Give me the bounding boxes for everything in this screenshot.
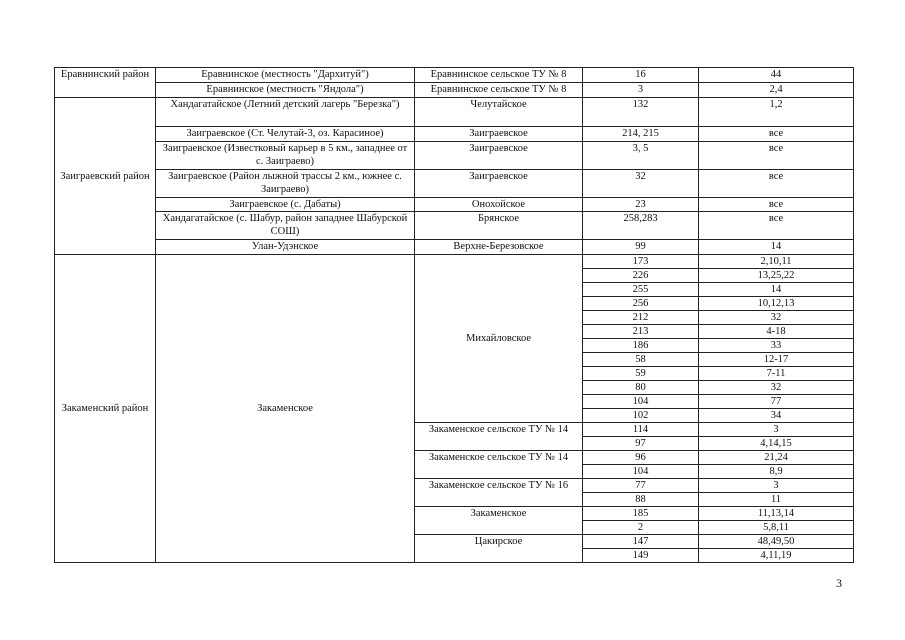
forestry-cell: Еравнинское сельское ТУ № 8	[415, 83, 583, 98]
section-cell: 11	[699, 493, 854, 507]
forestry-cell: Михайловское	[415, 255, 583, 423]
quarter-cell: 149	[583, 549, 699, 563]
section-cell: 1,2	[699, 98, 854, 127]
quarter-cell: 59	[583, 367, 699, 381]
quarter-cell: 2	[583, 521, 699, 535]
district-cell: Заиграевский район	[55, 98, 156, 255]
district-cell: Закаменский район	[55, 255, 156, 563]
quarter-cell: 96	[583, 451, 699, 465]
quarter-cell: 97	[583, 437, 699, 451]
quarter-cell: 132	[583, 98, 699, 127]
quarter-cell: 80	[583, 381, 699, 395]
location-cell: Улан-Удэнское	[156, 240, 415, 255]
quarter-cell: 99	[583, 240, 699, 255]
location-cell: Заиграевское (Известковый карьер в 5 км., западнее от с. Заиграево)	[156, 142, 415, 170]
location-cell: Заиграевское (с. Дабаты)	[156, 198, 415, 212]
section-cell: 48,49,50	[699, 535, 854, 549]
quarter-cell: 256	[583, 297, 699, 311]
quarter-cell: 23	[583, 198, 699, 212]
forestry-cell: Челутайское	[415, 98, 583, 127]
district-cell: Еравнинский район	[55, 68, 156, 98]
section-cell: 2,4	[699, 83, 854, 98]
section-cell: 4,14,15	[699, 437, 854, 451]
section-cell: 3	[699, 423, 854, 437]
location-cell: Заиграевское (Ст. Челутай-3, оз. Карасиное)	[156, 127, 415, 142]
quarter-cell: 173	[583, 255, 699, 269]
location-cell: Еравнинское (местность "Дархитуй")	[156, 68, 415, 83]
quarter-cell: 186	[583, 339, 699, 353]
forestry-cell: Закаменское сельское ТУ № 14	[415, 423, 583, 451]
forestry-cell: Цакирское	[415, 535, 583, 563]
section-cell: 21,24	[699, 451, 854, 465]
forestry-cell: Закаменское сельское ТУ № 14	[415, 451, 583, 479]
quarter-cell: 258,283	[583, 212, 699, 240]
section-cell: все	[699, 127, 854, 142]
quarter-cell: 104	[583, 395, 699, 409]
forestry-cell: Верхне-Березовское	[415, 240, 583, 255]
section-cell: 44	[699, 68, 854, 83]
location-cell: Хандагатайское (с. Шабур, район западнее Шабурской СОШ)	[156, 212, 415, 240]
quarter-cell: 104	[583, 465, 699, 479]
section-cell: 14	[699, 283, 854, 297]
section-cell: 14	[699, 240, 854, 255]
quarter-cell: 147	[583, 535, 699, 549]
quarter-cell: 3, 5	[583, 142, 699, 170]
quarter-cell: 16	[583, 68, 699, 83]
section-cell: все	[699, 170, 854, 198]
quarter-cell: 114	[583, 423, 699, 437]
section-cell: 10,12,13	[699, 297, 854, 311]
page-number: 3	[836, 576, 842, 590]
quarter-cell: 77	[583, 479, 699, 493]
section-cell: все	[699, 142, 854, 170]
quarter-cell: 185	[583, 507, 699, 521]
section-cell: 34	[699, 409, 854, 423]
quarter-cell: 212	[583, 311, 699, 325]
section-cell: 32	[699, 381, 854, 395]
location-cell: Хандагатайское (Летний детский лагерь "Березка")	[156, 98, 415, 127]
forestry-cell: Заиграевское	[415, 142, 583, 170]
quarter-cell: 213	[583, 325, 699, 339]
section-cell: 4,11,19	[699, 549, 854, 563]
section-cell: 13,25,22	[699, 269, 854, 283]
quarter-cell: 214, 215	[583, 127, 699, 142]
quarter-cell: 58	[583, 353, 699, 367]
section-cell: 7-11	[699, 367, 854, 381]
section-cell: 11,13,14	[699, 507, 854, 521]
forestry-cell: Закаменское сельское ТУ № 16	[415, 479, 583, 507]
section-cell: все	[699, 212, 854, 240]
section-cell: 77	[699, 395, 854, 409]
section-cell: все	[699, 198, 854, 212]
forestry-cell: Онохойское	[415, 198, 583, 212]
document-table	[54, 67, 854, 563]
location-cell: Закаменское	[156, 255, 415, 563]
quarter-cell: 102	[583, 409, 699, 423]
section-cell: 33	[699, 339, 854, 353]
section-cell: 2,10,11	[699, 255, 854, 269]
quarter-cell: 3	[583, 83, 699, 98]
quarter-cell: 88	[583, 493, 699, 507]
section-cell: 8,9	[699, 465, 854, 479]
forestry-cell: Заиграевское	[415, 127, 583, 142]
location-cell: Еравнинское (местность "Яндола")	[156, 83, 415, 98]
quarter-cell: 32	[583, 170, 699, 198]
section-cell: 3	[699, 479, 854, 493]
quarter-cell: 226	[583, 269, 699, 283]
section-cell: 32	[699, 311, 854, 325]
forestry-cell: Еравнинское сельское ТУ № 8	[415, 68, 583, 83]
quarter-cell: 255	[583, 283, 699, 297]
section-cell: 5,8,11	[699, 521, 854, 535]
forestry-cell: Заиграевское	[415, 170, 583, 198]
section-cell: 12-17	[699, 353, 854, 367]
location-cell: Заиграевское (Район лыжной трассы 2 км., южнее с. Заиграево)	[156, 170, 415, 198]
forestry-cell: Брянское	[415, 212, 583, 240]
section-cell: 4-18	[699, 325, 854, 339]
forestry-cell: Закаменское	[415, 507, 583, 535]
